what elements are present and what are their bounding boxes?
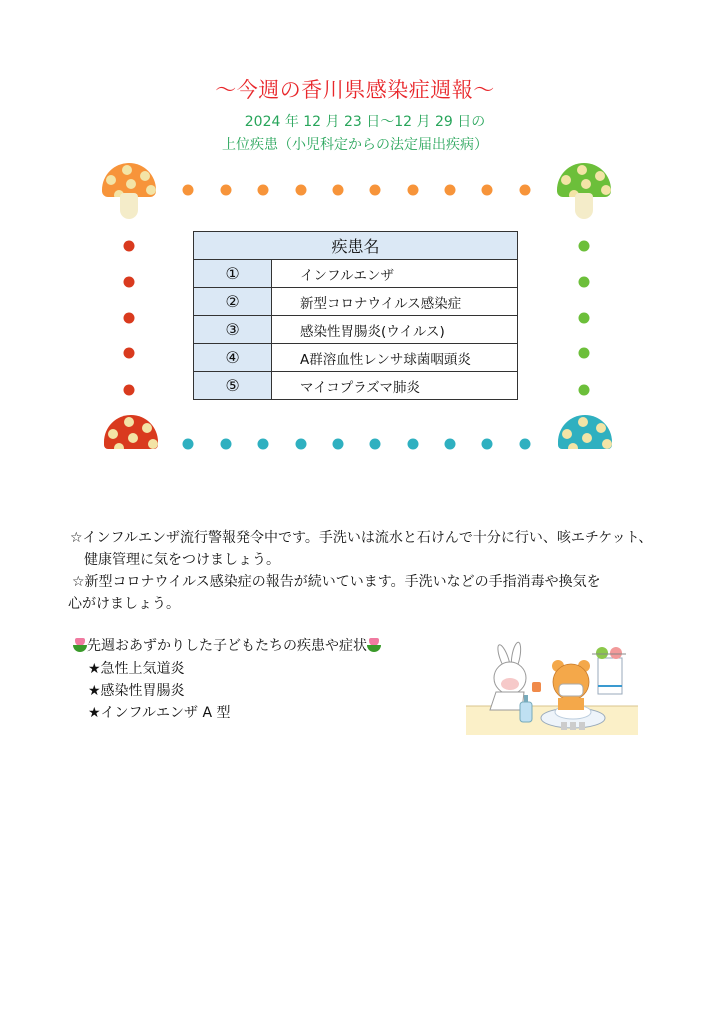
- page-title: 〜今週の香川県感染症週報〜: [215, 78, 495, 102]
- table-row: [194, 372, 518, 400]
- decorative-dot: [258, 439, 269, 450]
- table-row: [194, 260, 518, 288]
- decorative-dot: [333, 439, 344, 450]
- tulip-icon: [73, 638, 87, 652]
- decorative-dot: [221, 439, 232, 450]
- decorative-dot: [520, 185, 531, 196]
- report-period: 2024 年 12 月 23 日〜12 月 29 日の: [244, 114, 486, 130]
- decorative-dot: [579, 313, 590, 324]
- decorative-dot: [124, 241, 135, 252]
- disease-name-cell: インフルエンザ: [272, 260, 518, 288]
- table-row: [194, 316, 518, 344]
- decorative-dot: [445, 185, 456, 196]
- disease-name-cell: A群溶血性レンサ球菌咽頭炎: [272, 344, 518, 372]
- mushroom-icon: [104, 415, 160, 449]
- decorative-dot: [482, 185, 493, 196]
- decorative-dot: [520, 439, 531, 450]
- decorative-dot: [370, 439, 381, 450]
- rank-cell: ④: [194, 344, 272, 372]
- decorative-dot: [296, 439, 307, 450]
- disease-name-cell: 感染性胃腸炎(ウイルス): [272, 316, 518, 344]
- rank-cell: ③: [194, 316, 272, 344]
- rank-cell: ⑤: [194, 372, 272, 400]
- handwashing-illustration: [466, 640, 638, 735]
- mushroom-icon: [558, 415, 614, 449]
- table-row: [194, 344, 518, 372]
- notice-influenza-cont: 健康管理に気をつけましょう。: [84, 552, 280, 568]
- decorative-dot: [258, 185, 269, 196]
- decorative-dot: [124, 385, 135, 396]
- rank-cell: ①: [194, 260, 272, 288]
- table-header: 疾患名: [194, 232, 518, 260]
- decorative-dot: [221, 185, 232, 196]
- decorative-dot: [579, 241, 590, 252]
- mushroom-icon: [102, 163, 158, 223]
- table-row: [194, 288, 518, 316]
- report-subtitle: 上位疾患（小児科定からの法定届出疾病）: [222, 137, 488, 153]
- notice-covid: ☆新型コロナウイルス感染症の報告が続いています。手洗いなどの手指消毒や換気を: [72, 574, 601, 590]
- list-item: ★インフルエンザ A 型: [88, 705, 231, 721]
- decorative-dot: [124, 313, 135, 324]
- tulip-icon: [367, 638, 381, 652]
- decorative-dot: [408, 185, 419, 196]
- disease-name-cell: マイコプラズマ肺炎: [272, 372, 518, 400]
- kids-section-heading: [73, 635, 381, 657]
- decorative-dot: [445, 439, 456, 450]
- list-item: ★感染性胃腸炎: [88, 683, 185, 699]
- decorative-dot: [183, 185, 194, 196]
- kids-heading-text: 先週おあずかりした子どもたちの疾患や症状: [87, 638, 367, 654]
- decorative-dot: [183, 439, 194, 450]
- notice-covid-cont: 心がけましょう。: [68, 596, 180, 612]
- mushroom-icon: [557, 163, 613, 223]
- decorative-dot: [124, 277, 135, 288]
- decorative-dot: [579, 277, 590, 288]
- decorative-dot: [296, 185, 307, 196]
- top-diseases-table: [193, 231, 518, 400]
- decorative-dot: [408, 439, 419, 450]
- rank-cell: ②: [194, 288, 272, 316]
- decorative-dot: [124, 348, 135, 359]
- list-item: ★急性上気道炎: [88, 661, 185, 677]
- decorative-dot: [482, 439, 493, 450]
- decorative-dot: [370, 185, 381, 196]
- decorative-dot: [579, 385, 590, 396]
- decorative-dot: [333, 185, 344, 196]
- decorative-dot: [579, 348, 590, 359]
- disease-name-cell: 新型コロナウイルス感染症: [272, 288, 518, 316]
- notice-influenza: ☆インフルエンザ流行警報発令中です。手洗いは流水と石けんで十分に行い、咳エチケット、: [70, 530, 653, 546]
